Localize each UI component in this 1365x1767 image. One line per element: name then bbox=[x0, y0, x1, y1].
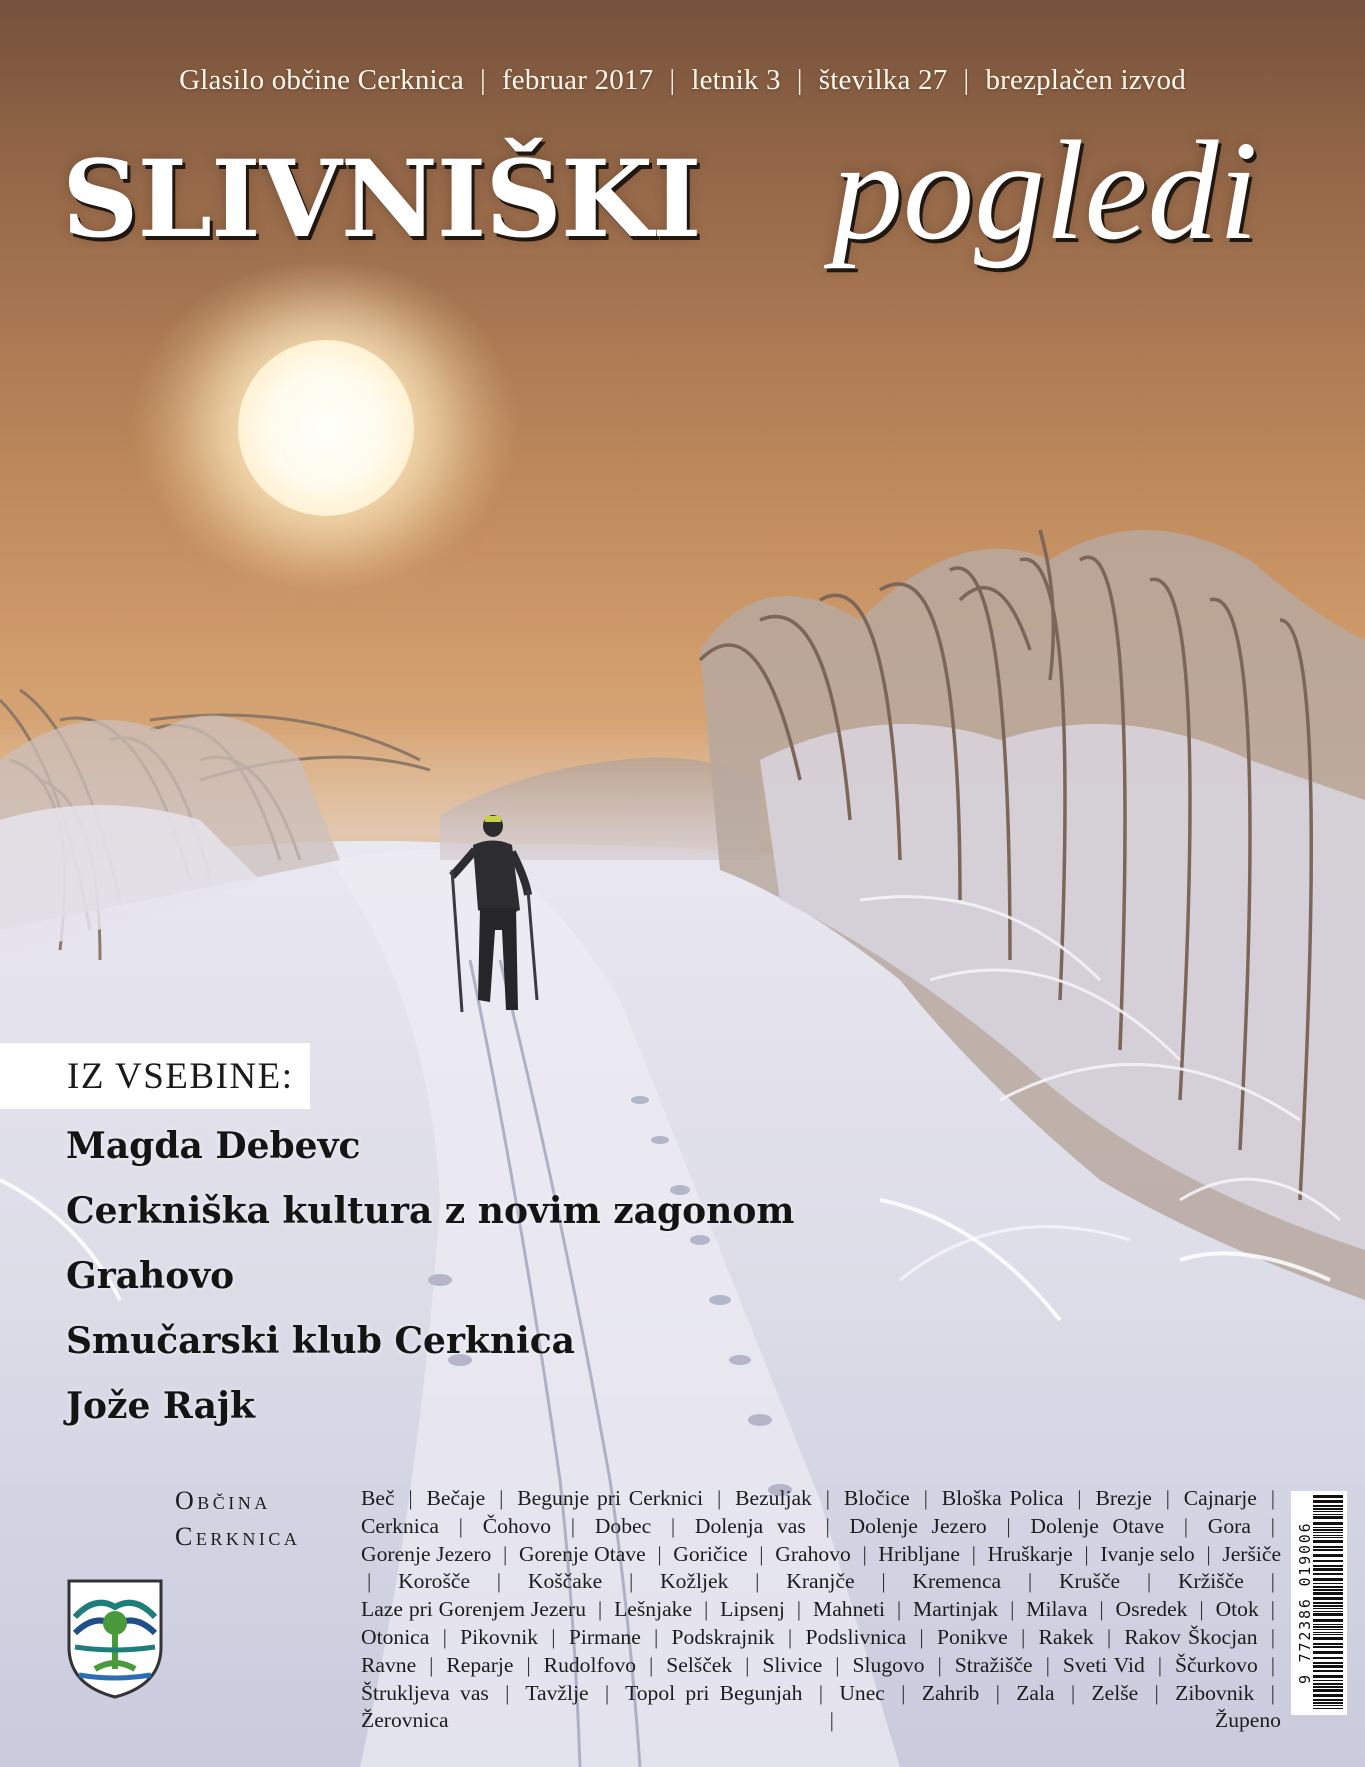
barcode-bar bbox=[1313, 1651, 1343, 1654]
village-name: Begunje pri Cerknici bbox=[517, 1486, 704, 1510]
separator: | bbox=[923, 1486, 928, 1510]
barcode-bar bbox=[1313, 1708, 1343, 1709]
barcode-bar bbox=[1313, 1670, 1343, 1672]
separator: | bbox=[458, 1513, 463, 1538]
separator: | bbox=[1199, 1597, 1204, 1622]
barcode-bar bbox=[1313, 1702, 1343, 1704]
separator: | bbox=[628, 1569, 634, 1594]
village-name: Osredek bbox=[1115, 1597, 1188, 1622]
village-name: Bečaje bbox=[426, 1486, 486, 1510]
barcode-bar bbox=[1313, 1637, 1343, 1640]
village-name: Ravne bbox=[361, 1652, 417, 1677]
barcode-bar bbox=[1313, 1527, 1343, 1528]
village-name: Rakek bbox=[1038, 1624, 1094, 1649]
separator: | bbox=[787, 1624, 793, 1649]
barcode-bar bbox=[1313, 1646, 1343, 1648]
separator: | bbox=[1084, 1541, 1089, 1566]
separator: | bbox=[1027, 1569, 1033, 1594]
barcode-bar bbox=[1313, 1546, 1343, 1548]
title-sub: pogledi bbox=[832, 111, 1258, 269]
village-name: Otok bbox=[1215, 1597, 1259, 1622]
village-name: Koščake bbox=[527, 1569, 603, 1594]
separator: | bbox=[1165, 1486, 1170, 1510]
separator: | bbox=[505, 1680, 510, 1705]
separator: | bbox=[496, 1569, 502, 1594]
separator: | bbox=[829, 1708, 834, 1733]
volume: letnik 3 bbox=[691, 64, 781, 96]
separator: | bbox=[759, 1541, 764, 1566]
separator: | bbox=[1270, 1486, 1276, 1510]
separator: | bbox=[1020, 1624, 1026, 1649]
barcode-bar bbox=[1313, 1643, 1343, 1645]
contents-item: Cerkniška kultura z novim zagonom bbox=[66, 1190, 795, 1232]
separator: | bbox=[654, 1624, 659, 1649]
contents-item: Magda Debevc bbox=[66, 1125, 361, 1167]
barcode-bar bbox=[1313, 1632, 1343, 1633]
separator: | bbox=[862, 1541, 867, 1566]
separator: | bbox=[896, 1597, 902, 1622]
separator: | bbox=[669, 64, 676, 96]
separator: | bbox=[937, 1652, 942, 1677]
barcode-bar bbox=[1313, 1611, 1343, 1612]
village-name: Bločice bbox=[843, 1486, 910, 1510]
village-name: Zahrib bbox=[921, 1680, 980, 1705]
village-name: Bezuljak bbox=[735, 1486, 812, 1510]
separator: | bbox=[835, 1652, 840, 1677]
village-name: Podskrajnik bbox=[671, 1624, 775, 1649]
village-name: Gora bbox=[1207, 1513, 1251, 1538]
barcode-bar bbox=[1313, 1619, 1343, 1622]
village-name: Dolenje Jezero bbox=[849, 1513, 987, 1538]
issue-date: februar 2017 bbox=[501, 64, 654, 96]
village-name: Cerknica bbox=[361, 1513, 439, 1538]
village-name: Gorenje Jezero bbox=[361, 1541, 492, 1566]
village-name: Selšček bbox=[666, 1652, 733, 1677]
village-name: Bloška Polica bbox=[941, 1486, 1064, 1510]
separator: | bbox=[1146, 1569, 1152, 1594]
separator: | bbox=[551, 1624, 556, 1649]
separator: | bbox=[971, 1541, 976, 1566]
village-name: Dolenje Otave bbox=[1030, 1513, 1165, 1538]
village-name: Mahneti bbox=[813, 1597, 885, 1622]
separator: | bbox=[825, 1486, 830, 1510]
publication-note: Glasilo občine Cerknica bbox=[179, 64, 464, 96]
price-note: brezplačen izvod bbox=[985, 64, 1186, 96]
barcode-bar bbox=[1313, 1578, 1343, 1581]
separator: | bbox=[703, 1597, 709, 1622]
barcode-bar bbox=[1313, 1568, 1343, 1571]
village-name: Kržišče bbox=[1177, 1569, 1244, 1594]
separator: | bbox=[648, 1652, 654, 1677]
publisher-name bbox=[175, 1483, 300, 1555]
village-name: Sveti Vid bbox=[1062, 1652, 1145, 1677]
barcode-bar bbox=[1313, 1592, 1343, 1595]
barcode-bar bbox=[1313, 1522, 1343, 1525]
separator: | bbox=[597, 1597, 603, 1622]
barcode-bar bbox=[1313, 1665, 1343, 1668]
village-name: Čohovo bbox=[482, 1513, 552, 1538]
barcode-bar bbox=[1313, 1573, 1343, 1575]
separator: | bbox=[526, 1652, 531, 1677]
village-name: Ivanje selo bbox=[1100, 1541, 1195, 1566]
separator: | bbox=[1270, 1680, 1275, 1705]
contents-heading: IZ VSEBINE: bbox=[0, 1043, 310, 1109]
village-name: Slugovo bbox=[852, 1652, 925, 1677]
separator: | bbox=[1270, 1652, 1276, 1677]
barcode-bar bbox=[1313, 1608, 1343, 1609]
village-name: Kremenca bbox=[912, 1569, 1002, 1594]
separator: | bbox=[919, 1624, 924, 1649]
barcode-bar bbox=[1313, 1565, 1343, 1567]
separator: | bbox=[1077, 1486, 1082, 1510]
barcode-bar bbox=[1313, 1629, 1343, 1630]
village-name: Otonica bbox=[361, 1624, 430, 1649]
separator: | bbox=[1270, 1624, 1276, 1649]
village-name: Slivice bbox=[762, 1652, 823, 1677]
separator: | bbox=[1045, 1652, 1050, 1677]
village-name: Korošče bbox=[398, 1569, 471, 1594]
separator: | bbox=[745, 1652, 750, 1677]
barcode-bar bbox=[1313, 1699, 1343, 1701]
issue-number: številka 27 bbox=[818, 64, 948, 96]
separator: | bbox=[716, 1486, 722, 1510]
village-name: Zibovnik bbox=[1175, 1680, 1255, 1705]
barcode-bars bbox=[1313, 1495, 1343, 1711]
separator: | bbox=[796, 1597, 802, 1622]
village-name: Ponikve bbox=[936, 1624, 1008, 1649]
barcode-bar bbox=[1313, 1554, 1343, 1557]
barcode-bar bbox=[1313, 1549, 1343, 1551]
separator: | bbox=[963, 64, 970, 96]
barcode-bar bbox=[1313, 1535, 1343, 1536]
separator: | bbox=[1099, 1597, 1104, 1622]
separator: | bbox=[657, 1541, 662, 1566]
barcode-bar bbox=[1313, 1597, 1343, 1600]
village-name: Lipsenj bbox=[720, 1597, 785, 1622]
title-main: SLIVNIŠKI bbox=[62, 136, 701, 261]
barcode-bar bbox=[1313, 1508, 1343, 1510]
separator: | bbox=[1106, 1624, 1112, 1649]
separator: | bbox=[901, 1680, 906, 1705]
village-name: Krušče bbox=[1058, 1569, 1121, 1594]
separator: | bbox=[881, 1569, 886, 1594]
village-name: Lešnjake bbox=[614, 1597, 693, 1622]
separator: | bbox=[570, 1513, 576, 1538]
village-name: Rakov Škocjan bbox=[1124, 1624, 1258, 1649]
village-name: Cajnarje bbox=[1183, 1486, 1257, 1510]
separator: | bbox=[755, 1569, 760, 1594]
village-name: Štrukljeva vas bbox=[361, 1680, 489, 1705]
barcode-bar bbox=[1313, 1634, 1343, 1635]
village-name: Jeršiče bbox=[1222, 1541, 1282, 1566]
village-name: Unec bbox=[839, 1680, 885, 1705]
barcode-bar bbox=[1313, 1675, 1343, 1678]
village-name: Pikovnik bbox=[460, 1624, 539, 1649]
barcode-bar bbox=[1313, 1589, 1343, 1591]
barcode-bar bbox=[1313, 1495, 1343, 1498]
barcode-bar bbox=[1313, 1689, 1343, 1692]
barcode-bar bbox=[1313, 1511, 1343, 1512]
separator: | bbox=[825, 1513, 830, 1538]
barcode-bar bbox=[1313, 1540, 1343, 1543]
villages-list bbox=[361, 1485, 1281, 1735]
village-name: Rudolfovo bbox=[543, 1652, 637, 1677]
village-name: Pirmane bbox=[568, 1624, 641, 1649]
village-name: Zelše bbox=[1091, 1680, 1139, 1705]
village-name: Stražišče bbox=[954, 1652, 1033, 1677]
village-name: Hribljane bbox=[878, 1541, 960, 1566]
village-name: Hruškarje bbox=[987, 1541, 1073, 1566]
barcode-bar bbox=[1313, 1532, 1343, 1533]
separator: | bbox=[1206, 1541, 1211, 1566]
municipal-coat-of-arms-icon bbox=[65, 1577, 165, 1701]
publisher-line-2: Cerknica bbox=[175, 1522, 301, 1551]
separator: | bbox=[408, 1486, 413, 1510]
barcode-bar bbox=[1313, 1516, 1343, 1519]
village-name: Podslivnica bbox=[805, 1624, 907, 1649]
barcode-bar bbox=[1313, 1662, 1343, 1664]
separator: | bbox=[796, 64, 803, 96]
separator: | bbox=[818, 1680, 824, 1705]
separator: | bbox=[367, 1569, 372, 1594]
separator: | bbox=[1183, 1513, 1189, 1538]
issue-info-line bbox=[0, 64, 1365, 97]
village-name: Zala bbox=[1016, 1680, 1055, 1705]
magazine-title bbox=[62, 108, 1312, 288]
barcode-bar bbox=[1313, 1529, 1343, 1531]
contents-item: Grahovo bbox=[66, 1255, 235, 1297]
separator: | bbox=[499, 1486, 504, 1510]
village-name: Laze pri Gorenjem Jezeru bbox=[361, 1597, 587, 1622]
barcode-bar bbox=[1313, 1680, 1343, 1681]
barcode-bar bbox=[1313, 1686, 1343, 1688]
separator: | bbox=[1010, 1597, 1015, 1622]
barcode-bar bbox=[1313, 1560, 1343, 1562]
barcode-bar bbox=[1313, 1586, 1343, 1588]
barcode-bar bbox=[1313, 1705, 1343, 1706]
separator: | bbox=[479, 64, 486, 96]
barcode-digits: 9 772386 019006 bbox=[1296, 1521, 1314, 1685]
barcode-bar bbox=[1313, 1605, 1343, 1607]
village-name: Topol pri Begunjah bbox=[625, 1680, 803, 1705]
barcode-bar bbox=[1313, 1683, 1343, 1685]
separator: | bbox=[1006, 1513, 1011, 1538]
separator: | bbox=[604, 1680, 610, 1705]
barcode-bar bbox=[1313, 1626, 1343, 1628]
village-name: Dobec bbox=[594, 1513, 652, 1538]
barcode-bar bbox=[1313, 1505, 1343, 1507]
contents-item: Smučarski klub Cerknica bbox=[66, 1320, 575, 1362]
separator: | bbox=[1157, 1652, 1163, 1677]
barcode-bar bbox=[1313, 1537, 1343, 1538]
separator: | bbox=[1270, 1569, 1275, 1594]
village-name: Brezje bbox=[1095, 1486, 1152, 1510]
village-name: Ščurkovo bbox=[1175, 1652, 1258, 1677]
barcode-bar bbox=[1313, 1602, 1343, 1604]
village-name: Kranjče bbox=[786, 1569, 855, 1594]
separator: | bbox=[1070, 1680, 1076, 1705]
village-name: Župeno bbox=[1215, 1708, 1281, 1733]
barcode-bar bbox=[1313, 1583, 1343, 1584]
barcode-bar bbox=[1313, 1657, 1343, 1659]
village-name: Dolenja vas bbox=[694, 1513, 806, 1538]
barcode-bar bbox=[1313, 1500, 1343, 1503]
separator: | bbox=[1270, 1597, 1275, 1622]
village-name: Goričice bbox=[673, 1541, 748, 1566]
barcode-bar bbox=[1313, 1514, 1343, 1515]
barcode-bar bbox=[1313, 1624, 1343, 1625]
barcode-bar bbox=[1313, 1613, 1343, 1616]
village-name: Tavžlje bbox=[525, 1680, 589, 1705]
village-name: Gorenje Otave bbox=[518, 1541, 646, 1566]
separator: | bbox=[502, 1541, 508, 1566]
village-name: Milava bbox=[1026, 1597, 1088, 1622]
village-name: Reparje bbox=[446, 1652, 514, 1677]
village-name: Martinjak bbox=[913, 1597, 999, 1622]
separator: | bbox=[442, 1624, 447, 1649]
village-name: Beč bbox=[361, 1486, 395, 1510]
separator: | bbox=[670, 1513, 676, 1538]
separator: | bbox=[1270, 1513, 1275, 1538]
separator: | bbox=[1154, 1680, 1159, 1705]
separator: | bbox=[429, 1652, 434, 1677]
village-name: Žerovnica bbox=[361, 1708, 449, 1733]
separator: | bbox=[995, 1680, 1000, 1705]
village-name: Kožljek bbox=[660, 1569, 729, 1594]
publisher-line-1: Občina bbox=[175, 1486, 271, 1515]
barcode-bar bbox=[1313, 1694, 1343, 1697]
village-name: Grahovo bbox=[775, 1541, 851, 1566]
contents-item: Jože Rajk bbox=[66, 1385, 255, 1427]
contents-list bbox=[66, 1118, 794, 1443]
